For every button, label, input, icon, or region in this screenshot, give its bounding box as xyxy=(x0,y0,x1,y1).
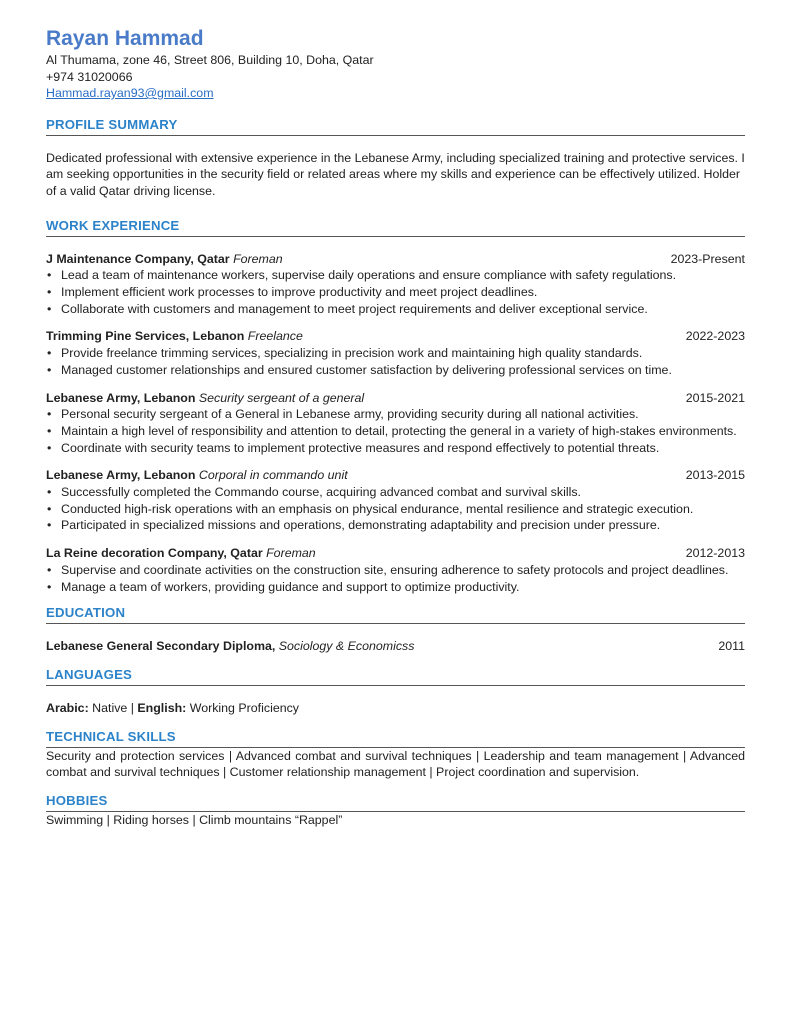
job-role: Foreman xyxy=(233,251,283,266)
field-of-study: Sociology & Economicss xyxy=(278,639,415,654)
job-title-line xyxy=(46,545,316,562)
job-dates: 2022-2023 xyxy=(685,329,745,344)
job-bullet: • Provide freelance trimming services, specializing in precision work and maintaining high quality standards. xyxy=(46,345,745,362)
job-bullets xyxy=(46,267,745,317)
job-dates: 2023-Present xyxy=(670,251,745,266)
job-header xyxy=(46,545,745,562)
job-organization: J Maintenance Company, Qatar xyxy=(46,251,230,266)
job-bullet: • Successfully completed the Commando course, acquiring advanced combat and survival skills. xyxy=(46,484,745,501)
phone: +974 31020066 xyxy=(46,69,133,84)
job-bullet: • Maintain a high level of responsibility and attention to detail, protecting the general in a variety of high-stakes environments. xyxy=(46,423,745,440)
section-title-profile: PROFILE SUMMARY xyxy=(46,117,745,136)
hobbies-section xyxy=(46,793,745,829)
job-header xyxy=(46,328,745,345)
job-bullet: • Implement efficient work processes to improve productivity and meet project deadlines. xyxy=(46,284,745,301)
section-title-languages: LANGUAGES xyxy=(46,667,745,686)
job-bullets xyxy=(46,345,745,378)
candidate-name: Rayan Hammad xyxy=(46,27,204,50)
job-title-line xyxy=(46,328,303,345)
job-bullet: • Conducted high-risk operations with an emphasis on physical endurance, mental resilience and strategic execution. xyxy=(46,501,745,518)
job-entry xyxy=(46,328,745,378)
job-title-line xyxy=(46,251,283,268)
skills-text: Security and protection services | Advanced combat and survival techniques | Leadership and team management | Advanced combat and survival techniques | Customer relationship management | Project coordination and supervision. xyxy=(46,748,745,780)
job-organization: Trimming Pine Services, Lebanon xyxy=(46,329,245,344)
job-bullet: • Lead a team of maintenance workers, supervise daily operations and ensure compliance with safety regulations. xyxy=(46,267,745,284)
job-organization: La Reine decoration Company, Qatar xyxy=(46,546,263,561)
job-role: Security sergeant of a general xyxy=(198,390,365,405)
section-title-skills: TECHNICAL SKILLS xyxy=(46,729,745,748)
education-degree-line xyxy=(46,638,414,655)
profile-text: Dedicated professional with extensive experience in the Lebanese Army, including specialized training and protective services. I am seeking opportunities in the security field or related areas where my skills and experience can be effectively utilized. Holder of a valid Qatar driving license. xyxy=(46,150,745,198)
section-title-hobbies: HOBBIES xyxy=(46,793,745,812)
job-bullet: • Collaborate with customers and management to meet project requirements and deliver exceptional service. xyxy=(46,301,745,318)
language-english: English: xyxy=(137,700,187,715)
address: Al Thumama, zone 46, Street 806, Building 10, Doha, Qatar xyxy=(46,53,374,67)
job-list xyxy=(46,251,745,596)
job-entry xyxy=(46,251,745,318)
resume-page xyxy=(46,26,745,829)
job-bullet: • Supervise and coordinate activities on the construction site, ensuring adherence to safety protocols and project deadlines. xyxy=(46,562,745,579)
language-arabic: Arabic: xyxy=(46,700,89,715)
section-title-education: EDUCATION xyxy=(46,605,745,624)
language-separator: | xyxy=(130,700,134,715)
profile-section xyxy=(46,117,745,200)
job-header xyxy=(46,390,745,407)
job-dates: 2015-2021 xyxy=(685,390,745,405)
job-title-line xyxy=(46,390,364,407)
degree: Lebanese General Secondary Diploma, xyxy=(46,639,276,654)
job-organization: Lebanese Army, Lebanon xyxy=(46,390,196,405)
languages-section xyxy=(46,667,745,717)
job-role: Freelance xyxy=(247,329,303,344)
job-bullet: • Manage a team of workers, providing guidance and support to optimize productivity. xyxy=(46,579,745,596)
job-bullet: • Participated in specialized missions and operations, demonstrating adaptability and precision under pressure. xyxy=(46,517,745,534)
job-bullet: • Coordinate with security teams to implement protective measures and respond effectively to potential threats. xyxy=(46,440,745,457)
job-header xyxy=(46,467,745,484)
work-section xyxy=(46,218,745,596)
hobbies-text: Swimming | Riding horses | Climb mountains “Rappel” xyxy=(46,813,343,828)
job-dates: 2013-2015 xyxy=(685,468,745,483)
job-header xyxy=(46,251,745,268)
education-year: 2011 xyxy=(718,639,745,654)
job-role: Corporal in commando unit xyxy=(198,468,348,483)
section-title-work: WORK EXPERIENCE xyxy=(46,218,745,237)
job-role: Foreman xyxy=(266,546,316,561)
resume-header xyxy=(46,26,745,102)
skills-section xyxy=(46,729,745,781)
education-entry xyxy=(46,638,745,655)
job-bullets xyxy=(46,484,745,534)
job-entry xyxy=(46,545,745,595)
job-dates: 2012-2013 xyxy=(685,546,745,561)
job-entry xyxy=(46,390,745,457)
job-title-line xyxy=(46,467,348,484)
job-bullet: • Managed customer relationships and ensured customer satisfaction by delivering professional services on time. xyxy=(46,362,745,379)
education-section xyxy=(46,605,745,655)
language-arabic-level: Native xyxy=(92,700,128,715)
job-organization: Lebanese Army, Lebanon xyxy=(46,468,196,483)
email-link[interactable]: Hammad.rayan93@gmail.com xyxy=(46,86,214,100)
job-bullets xyxy=(46,406,745,456)
job-entry xyxy=(46,467,745,534)
languages-line xyxy=(46,700,745,717)
job-bullet: • Personal security sergeant of a General in Lebanese army, providing security during all national activities. xyxy=(46,406,745,423)
language-english-level: Working Proficiency xyxy=(189,700,299,715)
job-bullets xyxy=(46,562,745,595)
